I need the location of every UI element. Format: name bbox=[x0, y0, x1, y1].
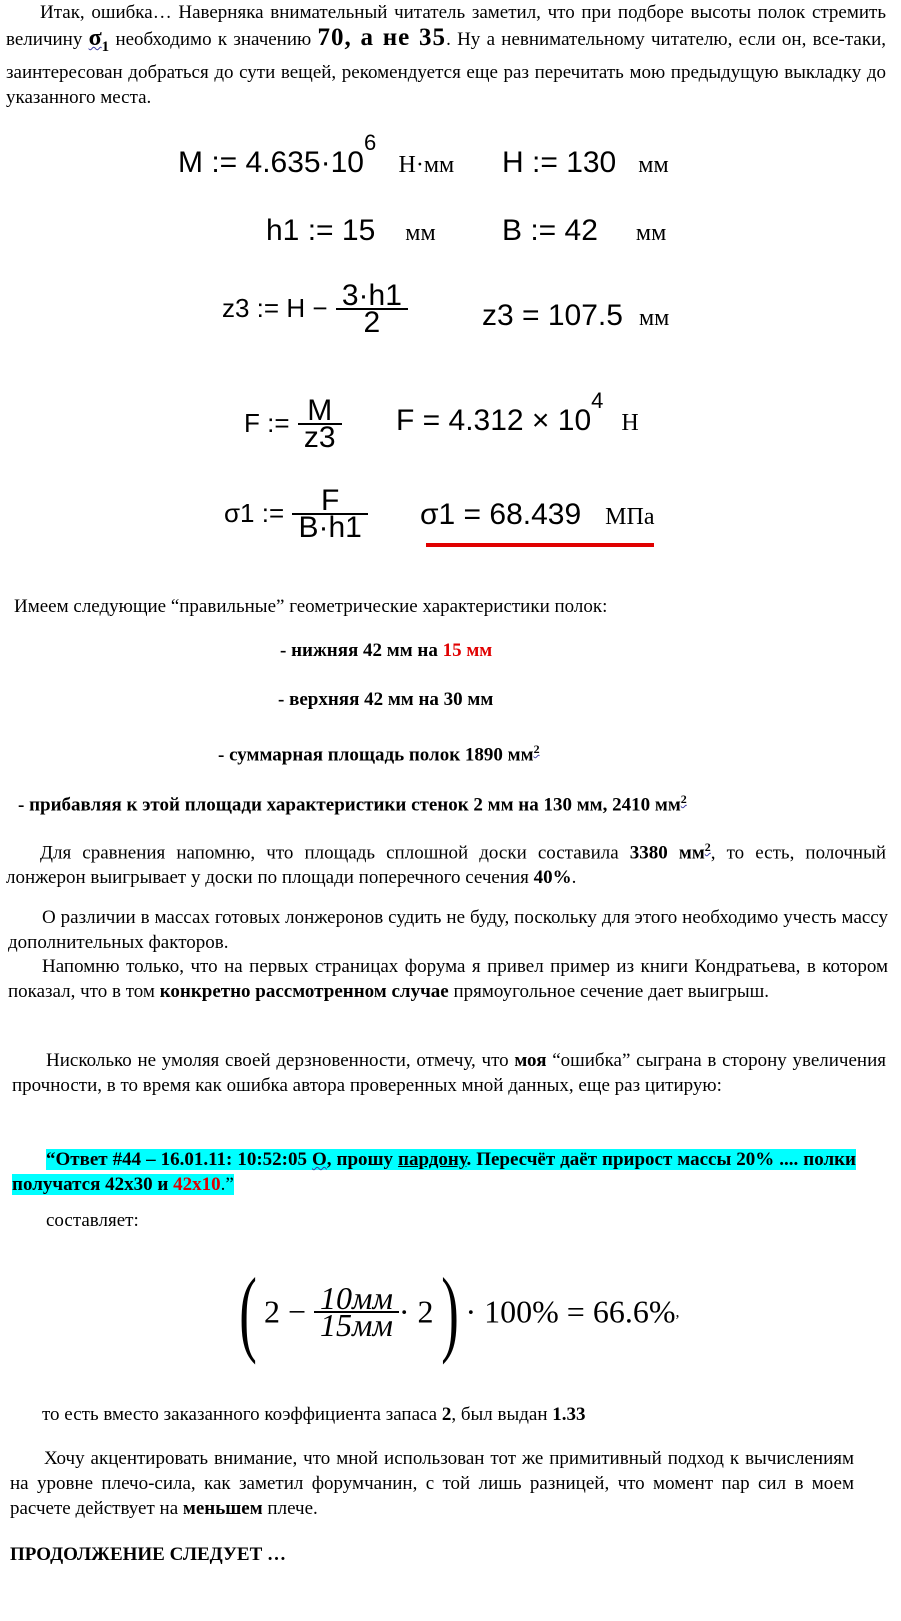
quote-paragraph: “Ответ #44 – 16.01.11: 10:52:05 О, прошу пардону. Пересчёт даёт прирост массы 20% .... полки получатся 42x30 и 42x10.” bbox=[12, 1149, 856, 1195]
target-value: 70, а не 35 bbox=[317, 24, 447, 51]
formula-F: F := $\frac{M}{z3}$ bbox=[244, 398, 342, 450]
list-item-lower: - нижняя 42 мм на 15 мм bbox=[280, 640, 493, 661]
formula-H: H := 130 мм bbox=[502, 146, 669, 179]
to-be-continued: ПРОДОЛЖЕНИЕ СЛЕДУЕТ … bbox=[10, 1544, 287, 1565]
list-item-walls: - прибавляя к этой площади характеристики стенок 2 мм на 130 мм, 2410 $мм^2$ bbox=[18, 792, 687, 816]
result-z3: z3 = 107.5 мм bbox=[482, 299, 670, 332]
characteristics-intro: Имеем следующие “правильные” геометрические характеристики полок: bbox=[14, 596, 608, 617]
red-underline bbox=[426, 543, 654, 547]
formula-h1: h1 := 15 мм bbox=[266, 214, 436, 247]
conclusion-paragraph: Хочу акцентировать внимание, что мной использован тот же примитивный подход к вычислениям на уровне плечо-сила, как заметил форумчанин, с той лишь разницей, что момент пар сил в моем расчете действует на меньшем плече. bbox=[10, 1448, 854, 1519]
formula-sigma1: σ1 := $\frac{F}{B\cdot h1}$ bbox=[224, 488, 368, 540]
comparison-paragraph: Для сравнения напомню, что площадь сплошной доски составила 3380 $мм^2$, то есть, полочный лонжерон выигрывает у доски по площади поперечного сечения 40%. bbox=[6, 840, 886, 889]
error-paragraph: Нисколько не умоляя своей дерзновенности, отмечу, что моя “ошибка” сыграна в сторону увеличения прочности, в то время как ошибка автора проверенных мной данных, еще раз цитирую: bbox=[12, 1050, 886, 1096]
result-F: $F = 4.312 \times 10^4Н$ bbox=[396, 388, 639, 437]
mass-paragraph: О различии в массах готовых лонжеронов судить не буду, поскольку для этого необходимо учесть массу дополнительных факторов. bbox=[8, 907, 888, 953]
sigma-symbol: $\sigma_1$ bbox=[88, 25, 110, 55]
list-item-total-area: - суммарная площадь полок 1890 $мм^2$ bbox=[218, 742, 540, 766]
list-item-upper: - верхняя 42 мм на 30 мм bbox=[278, 689, 494, 710]
kondratiev-paragraph: Напомню только, что на первых страницах форума я привел пример из книги Кондратьева, в котором показал, что в том конкретно рассмотренном случае прямоугольное сечение дает выигрыш. bbox=[8, 956, 888, 1002]
intro-paragraph: Итак, ошибка… Наверняка внимательный читатель заметил, что при подборе высоты полок стремить величину $\sigma_1$ необходимо к значению 70, а не 35. Ну а невнимательному читателю, если он, все-таки, заинтересован добраться до сути вещей, рекомендуется еще раз перечитать мою предыдущую выкладку до указанного места. bbox=[6, 2, 886, 108]
safety-factor-paragraph: то есть вместо заказанного коэффициента запаса 2, был выдан 1.33 bbox=[42, 1404, 586, 1425]
result-sigma1: σ1 = 68.439 МПа bbox=[420, 498, 655, 531]
formula-B: B := 42 мм bbox=[502, 214, 667, 247]
percent-formula: ( 2 − $\frac{10мм}{15мм}$ · 2) · 100% = 66.6%, bbox=[239, 1258, 680, 1365]
formula-z3: z3 := H − $\frac{3\cdot h1}{2}$ bbox=[222, 283, 408, 335]
formula-M: M := $4.635\cdot 10^6$ Н·мм bbox=[178, 130, 455, 179]
amounts-label: составляет: bbox=[46, 1210, 139, 1231]
